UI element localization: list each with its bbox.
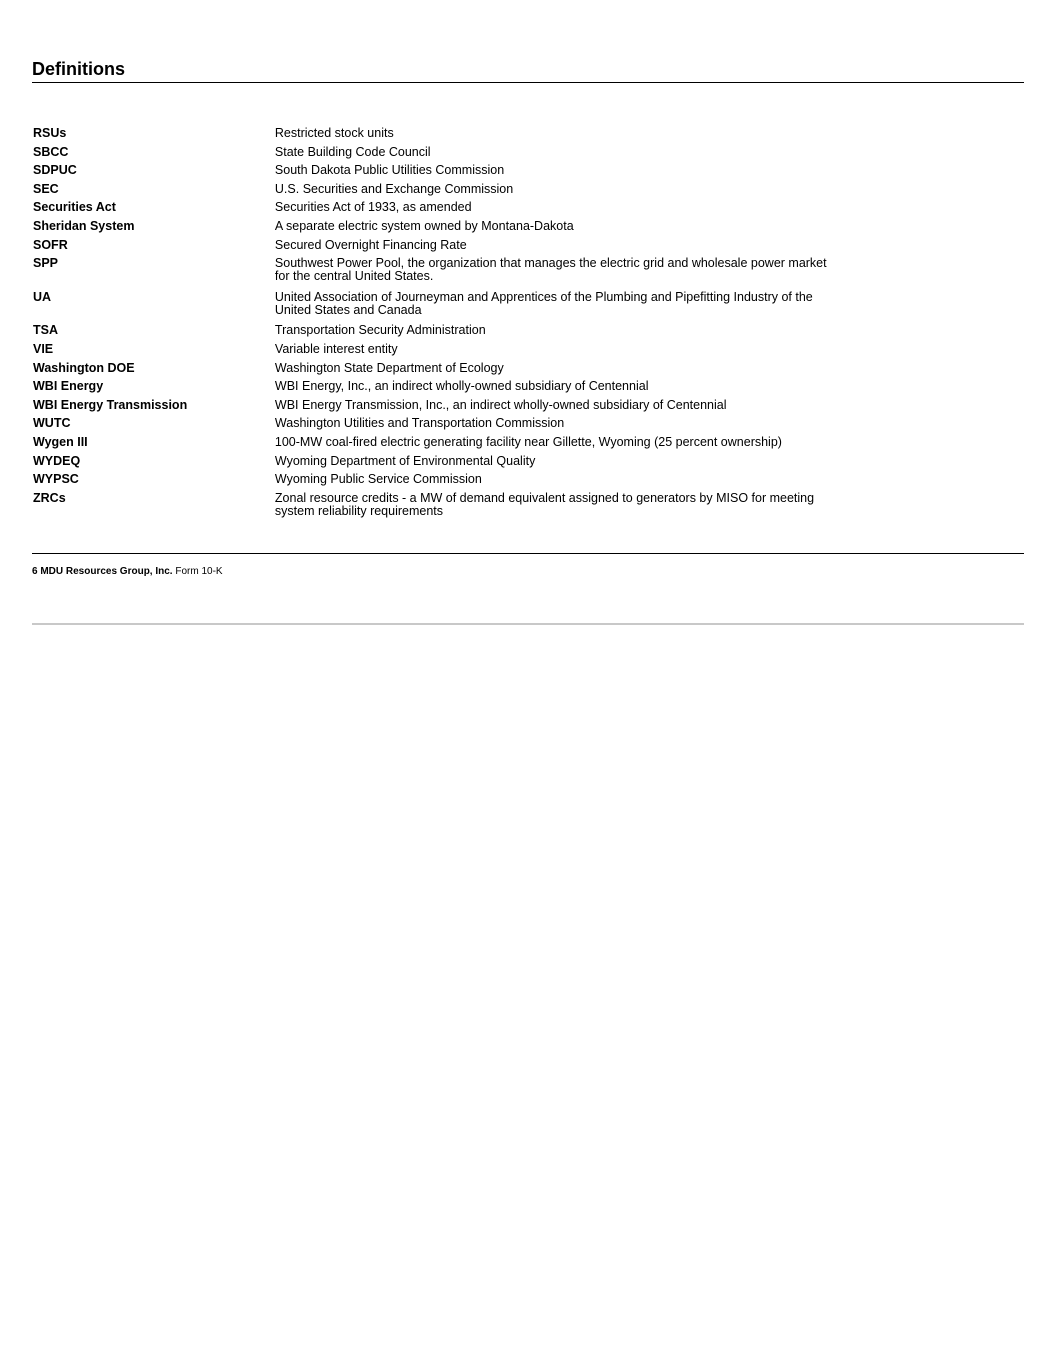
definition-row [32,434,832,453]
definition-term: TSA [33,323,58,338]
definition-term: WYDEQ [33,453,81,468]
definition-term: ZRCs [33,490,66,505]
definition-text: 100-MW coal-fired electric generating facility near Gillette, Wyoming (25 percent ownership) [274,434,782,449]
definition-text: State Building Code Council [274,144,431,159]
footer-form: Form 10-K [175,566,223,577]
definition-term: RSUs [33,126,67,140]
definition-text: Wyoming Department of Environmental Quality [274,453,536,468]
page-bottom-divider [32,623,1024,625]
definition-term: Washington DOE [33,360,135,375]
definition-row [32,162,832,181]
definition-term: SOFR [33,237,68,252]
definition-term: WYPSC [33,472,79,487]
definition-text: A separate electric system owned by Montana-Dakota [274,218,574,233]
definition-term: VIE [33,341,54,356]
footer-page-company: 6 MDU Resources Group, Inc. [32,566,173,577]
definition-text: Zonal resource credits - a MW of demand equivalent assigned to generators by MISO for meeting system reliability requirements [274,490,815,518]
definition-row [32,144,832,163]
definition-term: UA [33,289,52,304]
definition-text: South Dakota Public Utilities Commission [274,163,505,178]
definition-row [32,453,832,472]
page-title: Definitions [32,59,125,79]
definition-row [32,471,832,490]
definition-text: WBI Energy Transmission, Inc., an indirect wholly-owned subsidiary of Centennial [274,397,727,412]
definition-text: U.S. Securities and Exchange Commission [274,181,514,196]
definition-row [32,415,832,434]
definition-term: Securities Act [33,200,116,215]
definition-text: Secured Overnight Financing Rate [274,237,467,252]
page-footer [32,566,223,578]
definition-row [32,289,832,323]
definition-row [32,181,832,200]
definition-text: Transportation Security Administration [274,323,486,338]
definition-term: Sheridan System [33,218,135,233]
definition-row [32,322,832,341]
definition-term: WBI Energy [33,379,104,394]
definition-text: WBI Energy, Inc., an indirect wholly-owned subsidiary of Centennial [274,379,649,394]
definition-term: Wygen III [33,434,88,449]
title-divider [32,82,1024,83]
definition-term: WBI Energy Transmission [33,397,188,412]
definition-text: Securities Act of 1933, as amended [274,200,472,215]
footer-divider [32,553,1024,554]
definitions-table [32,125,832,521]
definition-term: SPP [33,256,59,271]
definition-row [32,397,832,416]
definition-row [32,199,832,218]
definition-text: Restricted stock units [274,126,394,140]
definition-row [32,125,832,144]
definition-row [32,255,832,289]
definition-term: SDPUC [33,163,77,178]
definition-term: SBCC [33,144,69,159]
definition-text: Southwest Power Pool, the organization that manages the electric grid and wholesale power market for the central United States. [274,256,827,284]
definition-row [32,237,832,256]
definition-row [32,341,832,360]
definition-text: Washington State Department of Ecology [274,360,504,375]
definition-row [32,218,832,237]
definition-text: Wyoming Public Service Commission [274,472,482,487]
definition-text: Variable interest entity [274,341,398,356]
definition-row [32,360,832,379]
definition-term: SEC [33,181,59,196]
definition-text: United Association of Journeyman and Apprentices of the Plumbing and Pipefitting Industry of the United States and Canada [274,289,813,317]
definition-term: WUTC [33,416,71,431]
definition-row [32,490,832,522]
definition-text: Washington Utilities and Transportation Commission [274,416,565,431]
definition-row [32,378,832,397]
